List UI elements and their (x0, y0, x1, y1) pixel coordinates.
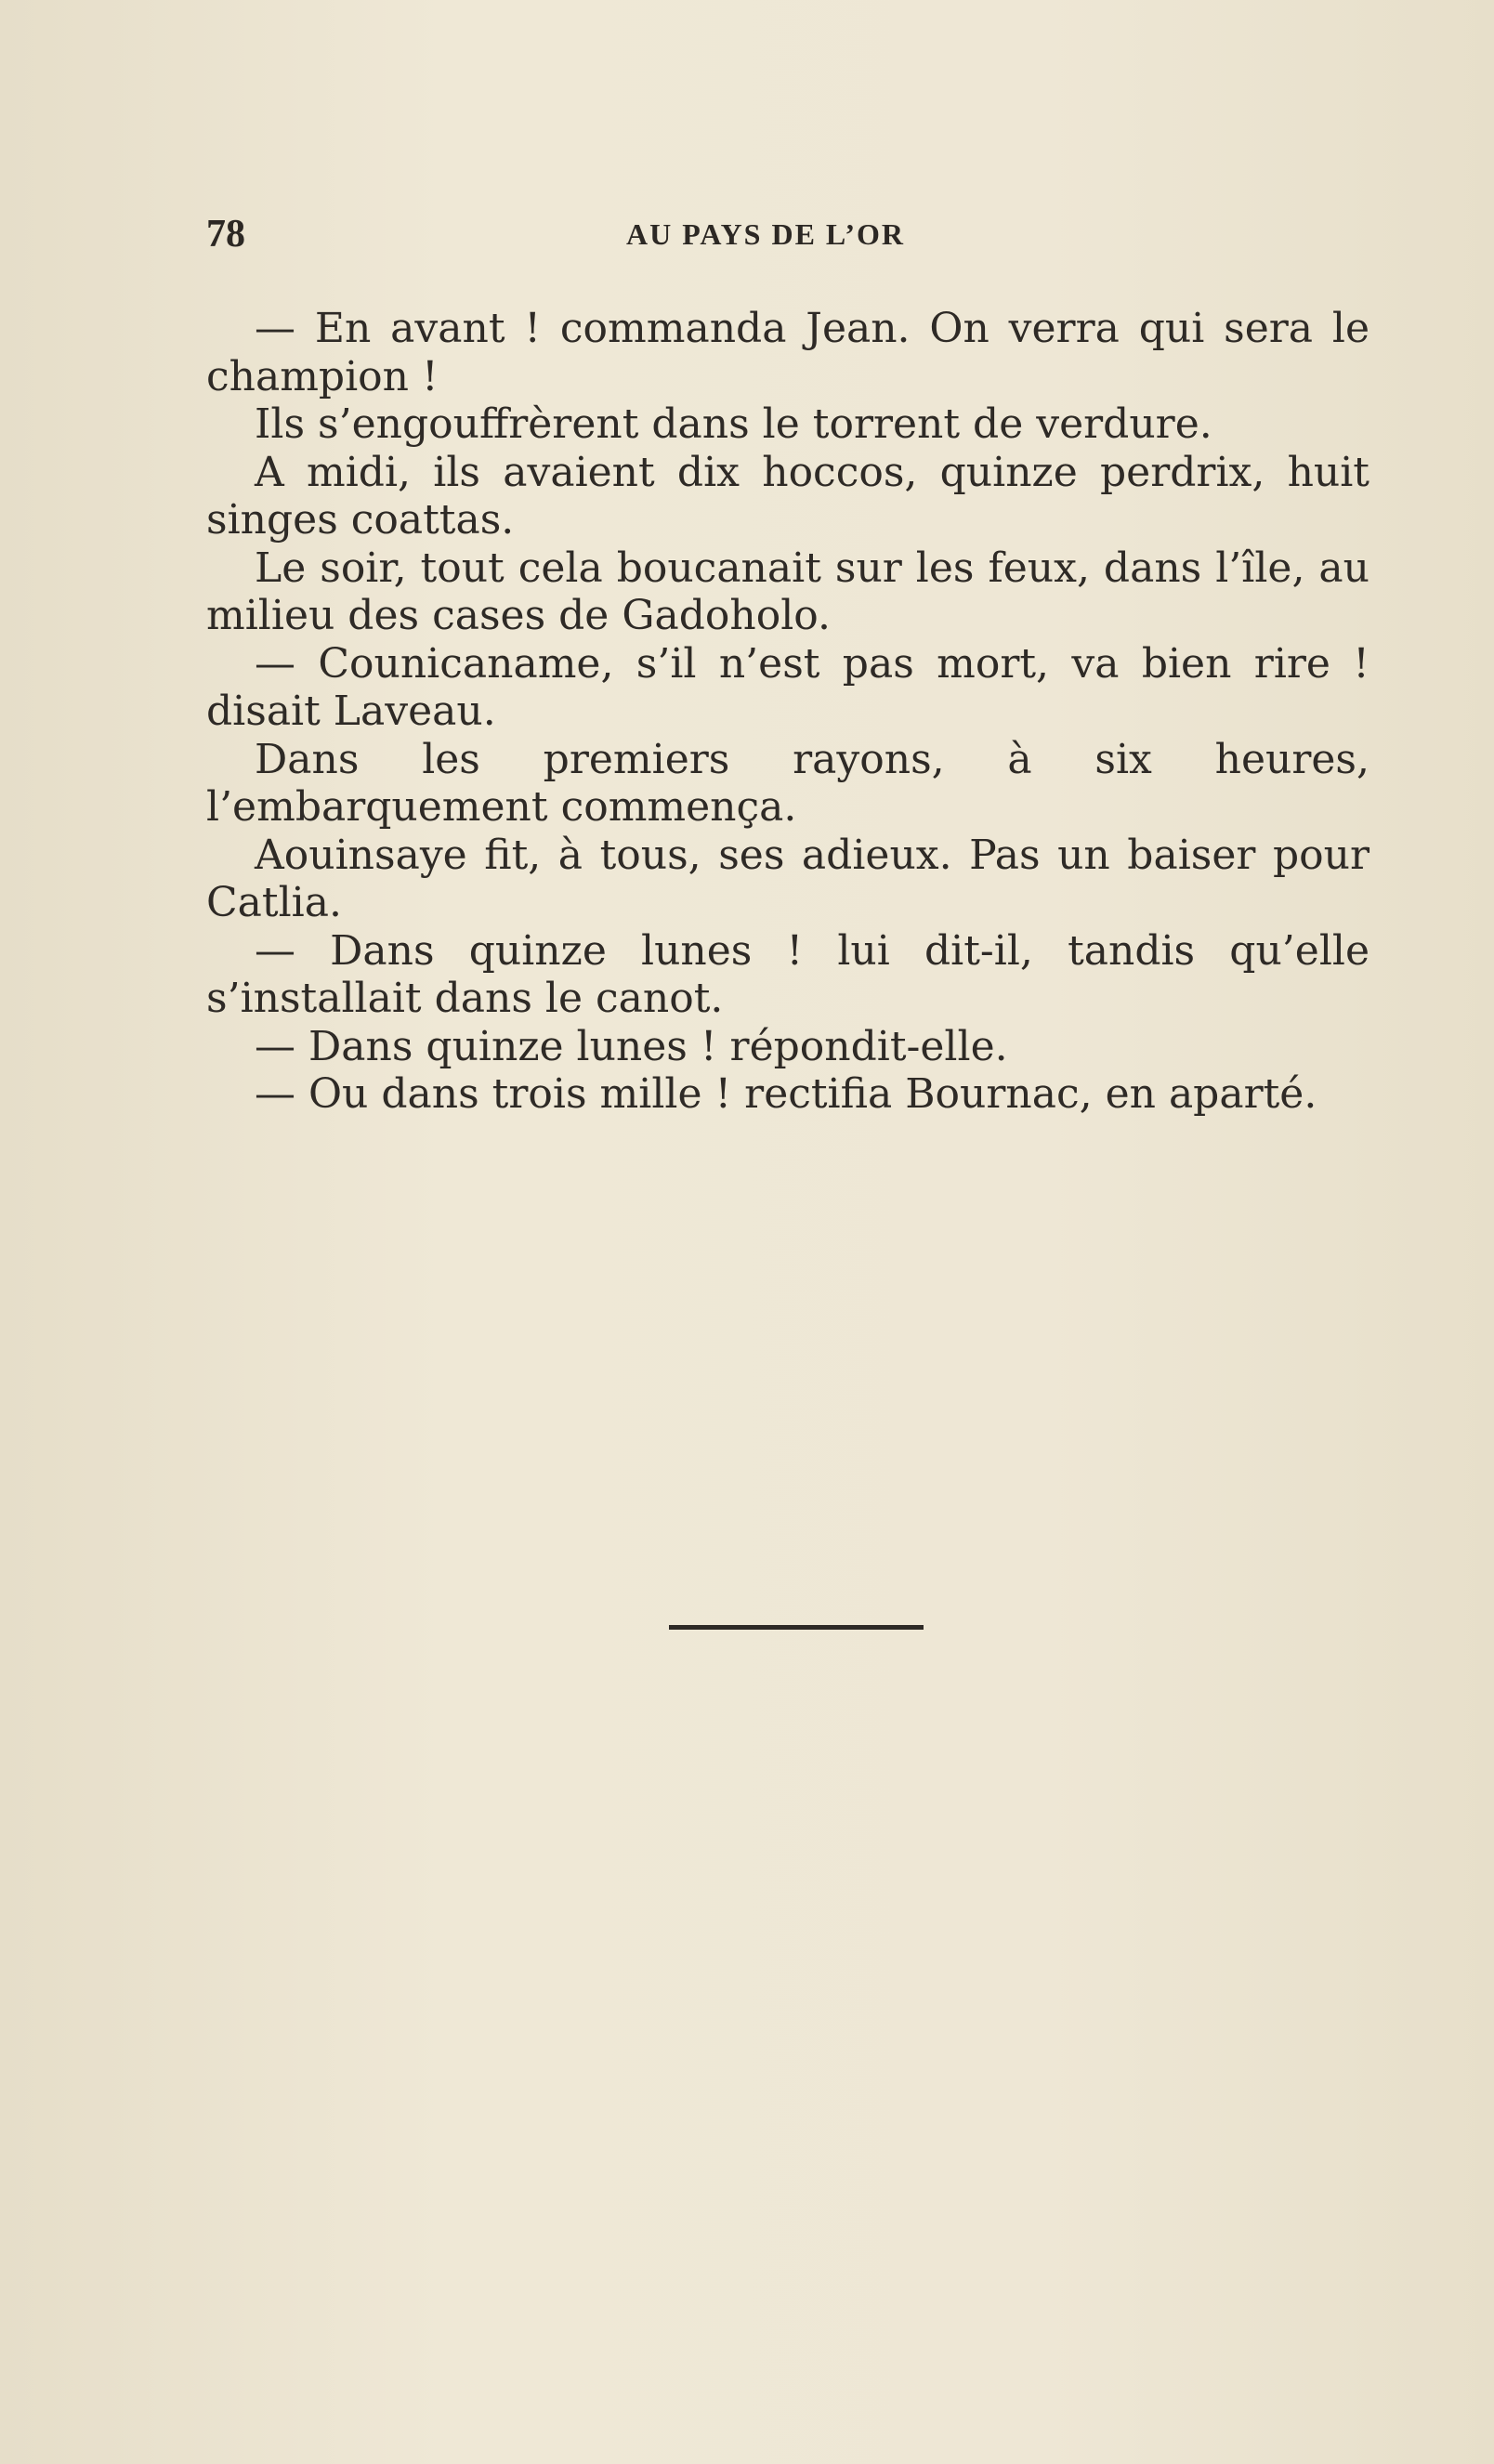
chapter-end-rule (669, 1625, 924, 1630)
paragraph: Aouinsaye fit, à tous, ses adieux. Pas un baiser pour Catlia. (206, 831, 1370, 926)
paragraph: — En avant ! commanda Jean. On verra qui sera le champion ! (206, 305, 1370, 400)
paragraph: — Dans quinze lunes ! répondit-elle. (255, 1022, 1008, 1070)
paragraph: — Ou dans trois mille ! rectifia Bournac, en aparté. (255, 1070, 1317, 1118)
body-text (206, 305, 1370, 1119)
page-number: 78 (206, 213, 245, 256)
paragraph: A midi, ils avaient dix hoccos, quinze perdrix, huit singes coattas. (206, 448, 1370, 544)
paragraph: — Counicaname, s’il n’est pas mort, va bien rire ! disait Laveau. (206, 639, 1370, 735)
running-title: AU PAYS DE L’OR (626, 217, 905, 251)
page-header (206, 212, 1370, 258)
paragraph: Le soir, tout cela boucanait sur les feux, dans l’île, au milieu des cases de Gadoholo. (206, 544, 1370, 639)
paragraph: Ils s’engouffrèrent dans le torrent de verdure. (255, 400, 1212, 448)
paragraph: — Dans quinze lunes ! lui dit-il, tandis qu’elle s’installait dans le canot. (206, 926, 1370, 1022)
paragraph: Dans les premiers rayons, à six heures, l’embarquement commença. (206, 735, 1370, 831)
